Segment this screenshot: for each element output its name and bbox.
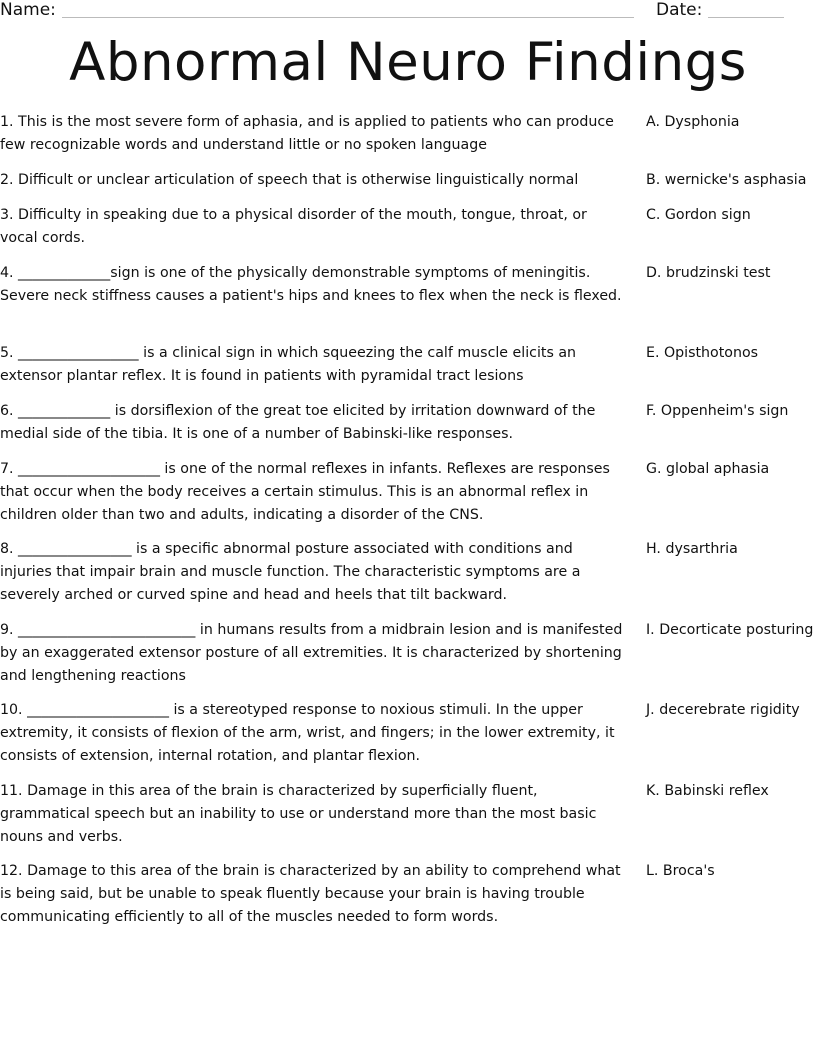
answer-option: H. dysarthria <box>646 541 738 557</box>
answer-option: I. Decorticate posturing <box>646 622 814 638</box>
answer-option: E. Opisthotonos <box>646 345 759 361</box>
answer-option: F. Oppenheim's sign <box>646 403 789 419</box>
answer-option: G. global aphasia <box>646 461 770 477</box>
answer-option: C. Gordon sign <box>646 207 751 223</box>
page-title: Abnormal Neuro Findings <box>69 32 747 93</box>
name-date-header <box>0 0 816 24</box>
question-text: 5. _________________ is a clinical sign in which squeezing the calf muscle elicits an extensor plantar reflex. It is found in patients with pyramidal tract lesions <box>0 345 577 384</box>
question-text: 4. _____________sign is one of the physically demonstrable symptoms of meningitis. Severe neck stiffness causes a patient's hips and knees to flex when the neck is flexed. <box>0 265 622 304</box>
question-text: 9. _________________________ in humans results from a midbrain lesion and is manifested by an exaggerated extensor posture of all extremities. It is characterized by shortening and lengthening reactions <box>0 622 623 684</box>
question-text: 12. Damage to this area of the brain is characterized by an ability to comprehend what is being said, but be unable to speak fluently because your brain is having trouble communicating efficiently to all of the muscles needed to form words. <box>0 863 621 925</box>
question-text: 10. ____________________ is a stereotyped response to noxious stimuli. In the upper extremity, it consists of flexion of the arm, wrist, and fingers; in the lower extremity, it consists of extension, internal rotation, and plantar flexion. <box>0 702 615 764</box>
answer-option: A. Dysphonia <box>646 114 740 130</box>
answer-option: D. brudzinski test <box>646 265 771 281</box>
question-text: 3. Difficulty in speaking due to a physical disorder of the mouth, tongue, throat, or vocal cords. <box>0 207 587 246</box>
date-label: Date: <box>656 0 703 20</box>
name-field-line[interactable] <box>62 17 634 18</box>
question-text: 2. Difficult or unclear articulation of speech that is otherwise linguistically normal <box>0 172 579 188</box>
answer-option: K. Babinski reflex <box>646 783 769 799</box>
date-field-line[interactable] <box>708 17 784 18</box>
question-text: 7. ____________________ is one of the normal reflexes in infants. Reflexes are responses that occur when the body receives a certain stimulus. This is an abnormal reflex in children older than two and adults, indicating a disorder of the CNS. <box>0 461 610 523</box>
name-label: Name: <box>0 0 56 20</box>
question-text: 6. _____________ is dorsiflexion of the great toe elicited by irritation downward of the medial side of the tibia. It is one of a number of Babinski-like responses. <box>0 403 596 442</box>
answer-option: L. Broca's <box>646 863 715 879</box>
answer-option: J. decerebrate rigidity <box>646 702 800 718</box>
answer-option: B. wernicke's asphasia <box>646 172 807 188</box>
question-text: 11. Damage in this area of the brain is characterized by superficially fluent, grammatical speech but an inability to use or understand more than the most basic nouns and verbs. <box>0 783 597 845</box>
question-text: 8. ________________ is a specific abnormal posture associated with conditions and injuries that impair brain and muscle function. The characteristic symptoms are a severely arched or curved spine and head and heels that tilt backward. <box>0 541 581 603</box>
question-text: 1. This is the most severe form of aphasia, and is applied to patients who can produce few recognizable words and understand little or no spoken language <box>0 114 614 153</box>
